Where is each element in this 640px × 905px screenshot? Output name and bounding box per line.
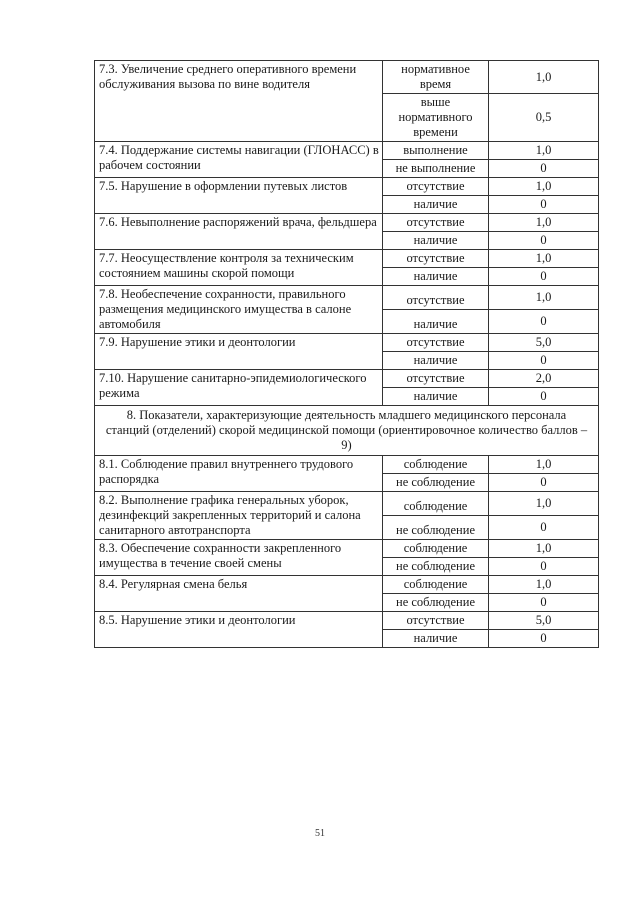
table-row [95,456,599,474]
section-header-row [95,406,599,456]
score-cell: 0,5 [489,94,599,142]
table-row [95,178,599,196]
score-cell: 0 [489,268,599,286]
score-cell: 1,0 [489,576,599,594]
score-cell: 1,0 [489,214,599,232]
condition-cell: отсутствие [383,250,489,268]
condition-cell: не выполнение [383,160,489,178]
score-cell: 1,0 [489,250,599,268]
score-cell: 0 [489,630,599,648]
table-row [95,334,599,352]
criterion-cell: 7.8. Необеспечение сохранности, правильного размещения медицинского имущества в салоне автомобиля [95,286,383,334]
table-row [95,576,599,594]
score-cell: 0 [489,388,599,406]
score-cell: 5,0 [489,334,599,352]
criterion-cell: 7.5. Нарушение в оформлении путевых листов [95,178,383,214]
score-cell: 1,0 [489,456,599,474]
score-cell: 0 [489,232,599,250]
condition-cell: отсутствие [383,214,489,232]
criterion-cell: 7.4. Поддержание системы навигации (ГЛОНАСС) в рабочем состоянии [95,142,383,178]
score-cell: 5,0 [489,612,599,630]
criterion-cell: 8.2. Выполнение графика генеральных уборок, дезинфекций закрепленных территорий и салона санитарного автотранспорта [95,492,383,540]
score-cell: 2,0 [489,370,599,388]
score-cell: 1,0 [489,286,599,310]
condition-cell: соблюдение [383,492,489,516]
condition-cell: отсутствие [383,370,489,388]
score-cell: 0 [489,558,599,576]
criterion-cell: 8.1. Соблюдение правил внутреннего трудового распорядка [95,456,383,492]
condition-cell: выполнение [383,142,489,160]
table-row [95,540,599,558]
score-cell: 0 [489,474,599,492]
score-cell: 0 [489,160,599,178]
table-row [95,492,599,516]
criteria-table [94,60,599,648]
score-cell: 1,0 [489,178,599,196]
condition-cell: не соблюдение [383,474,489,492]
score-cell: 0 [489,310,599,334]
table-row [95,286,599,310]
condition-cell: отсутствие [383,286,489,310]
table-row [95,370,599,388]
score-cell: 0 [489,594,599,612]
condition-cell: нормативное время [383,61,489,94]
table-row [95,61,599,94]
condition-cell: отсутствие [383,334,489,352]
condition-cell: наличие [383,630,489,648]
criterion-cell: 8.4. Регулярная смена белья [95,576,383,612]
score-cell: 1,0 [489,540,599,558]
criterion-cell: 7.3. Увеличение среднего оперативного времени обслуживания вызова по вине водителя [95,61,383,142]
section-title: 8. Показатели, характеризующие деятельность младшего медицинского персонала станций (отделений) скорой медицинской помощи (ориентировочное количество баллов – 9) [95,406,599,456]
condition-cell: наличие [383,388,489,406]
condition-cell: соблюдение [383,540,489,558]
criterion-cell: 7.9. Нарушение этики и деонтологии [95,334,383,370]
criteria-table-body [95,61,599,648]
criterion-cell: 8.3. Обеспечение сохранности закрепленного имущества в течение своей смены [95,540,383,576]
condition-cell: соблюдение [383,456,489,474]
criterion-cell: 7.7. Неосуществление контроля за техническим состоянием машины скорой помощи [95,250,383,286]
table-row [95,142,599,160]
score-cell: 1,0 [489,142,599,160]
criterion-cell: 8.5. Нарушение этики и деонтологии [95,612,383,648]
condition-cell: не соблюдение [383,558,489,576]
condition-cell: наличие [383,268,489,286]
condition-cell: не соблюдение [383,516,489,540]
page-number: 51 [315,828,325,839]
condition-cell: не соблюдение [383,594,489,612]
score-cell: 0 [489,352,599,370]
condition-cell: отсутствие [383,612,489,630]
condition-cell: наличие [383,232,489,250]
table-row [95,250,599,268]
condition-cell: выше нормативного времени [383,94,489,142]
score-cell: 1,0 [489,492,599,516]
condition-cell: наличие [383,352,489,370]
condition-cell: наличие [383,310,489,334]
condition-cell: отсутствие [383,178,489,196]
condition-cell: наличие [383,196,489,214]
criterion-cell: 7.6. Невыполнение распоряжений врача, фельдшера [95,214,383,250]
table-row [95,214,599,232]
criterion-cell: 7.10. Нарушение санитарно-эпидемиологического режима [95,370,383,406]
table-row [95,612,599,630]
score-cell: 0 [489,196,599,214]
condition-cell: соблюдение [383,576,489,594]
score-cell: 0 [489,516,599,540]
score-cell: 1,0 [489,61,599,94]
